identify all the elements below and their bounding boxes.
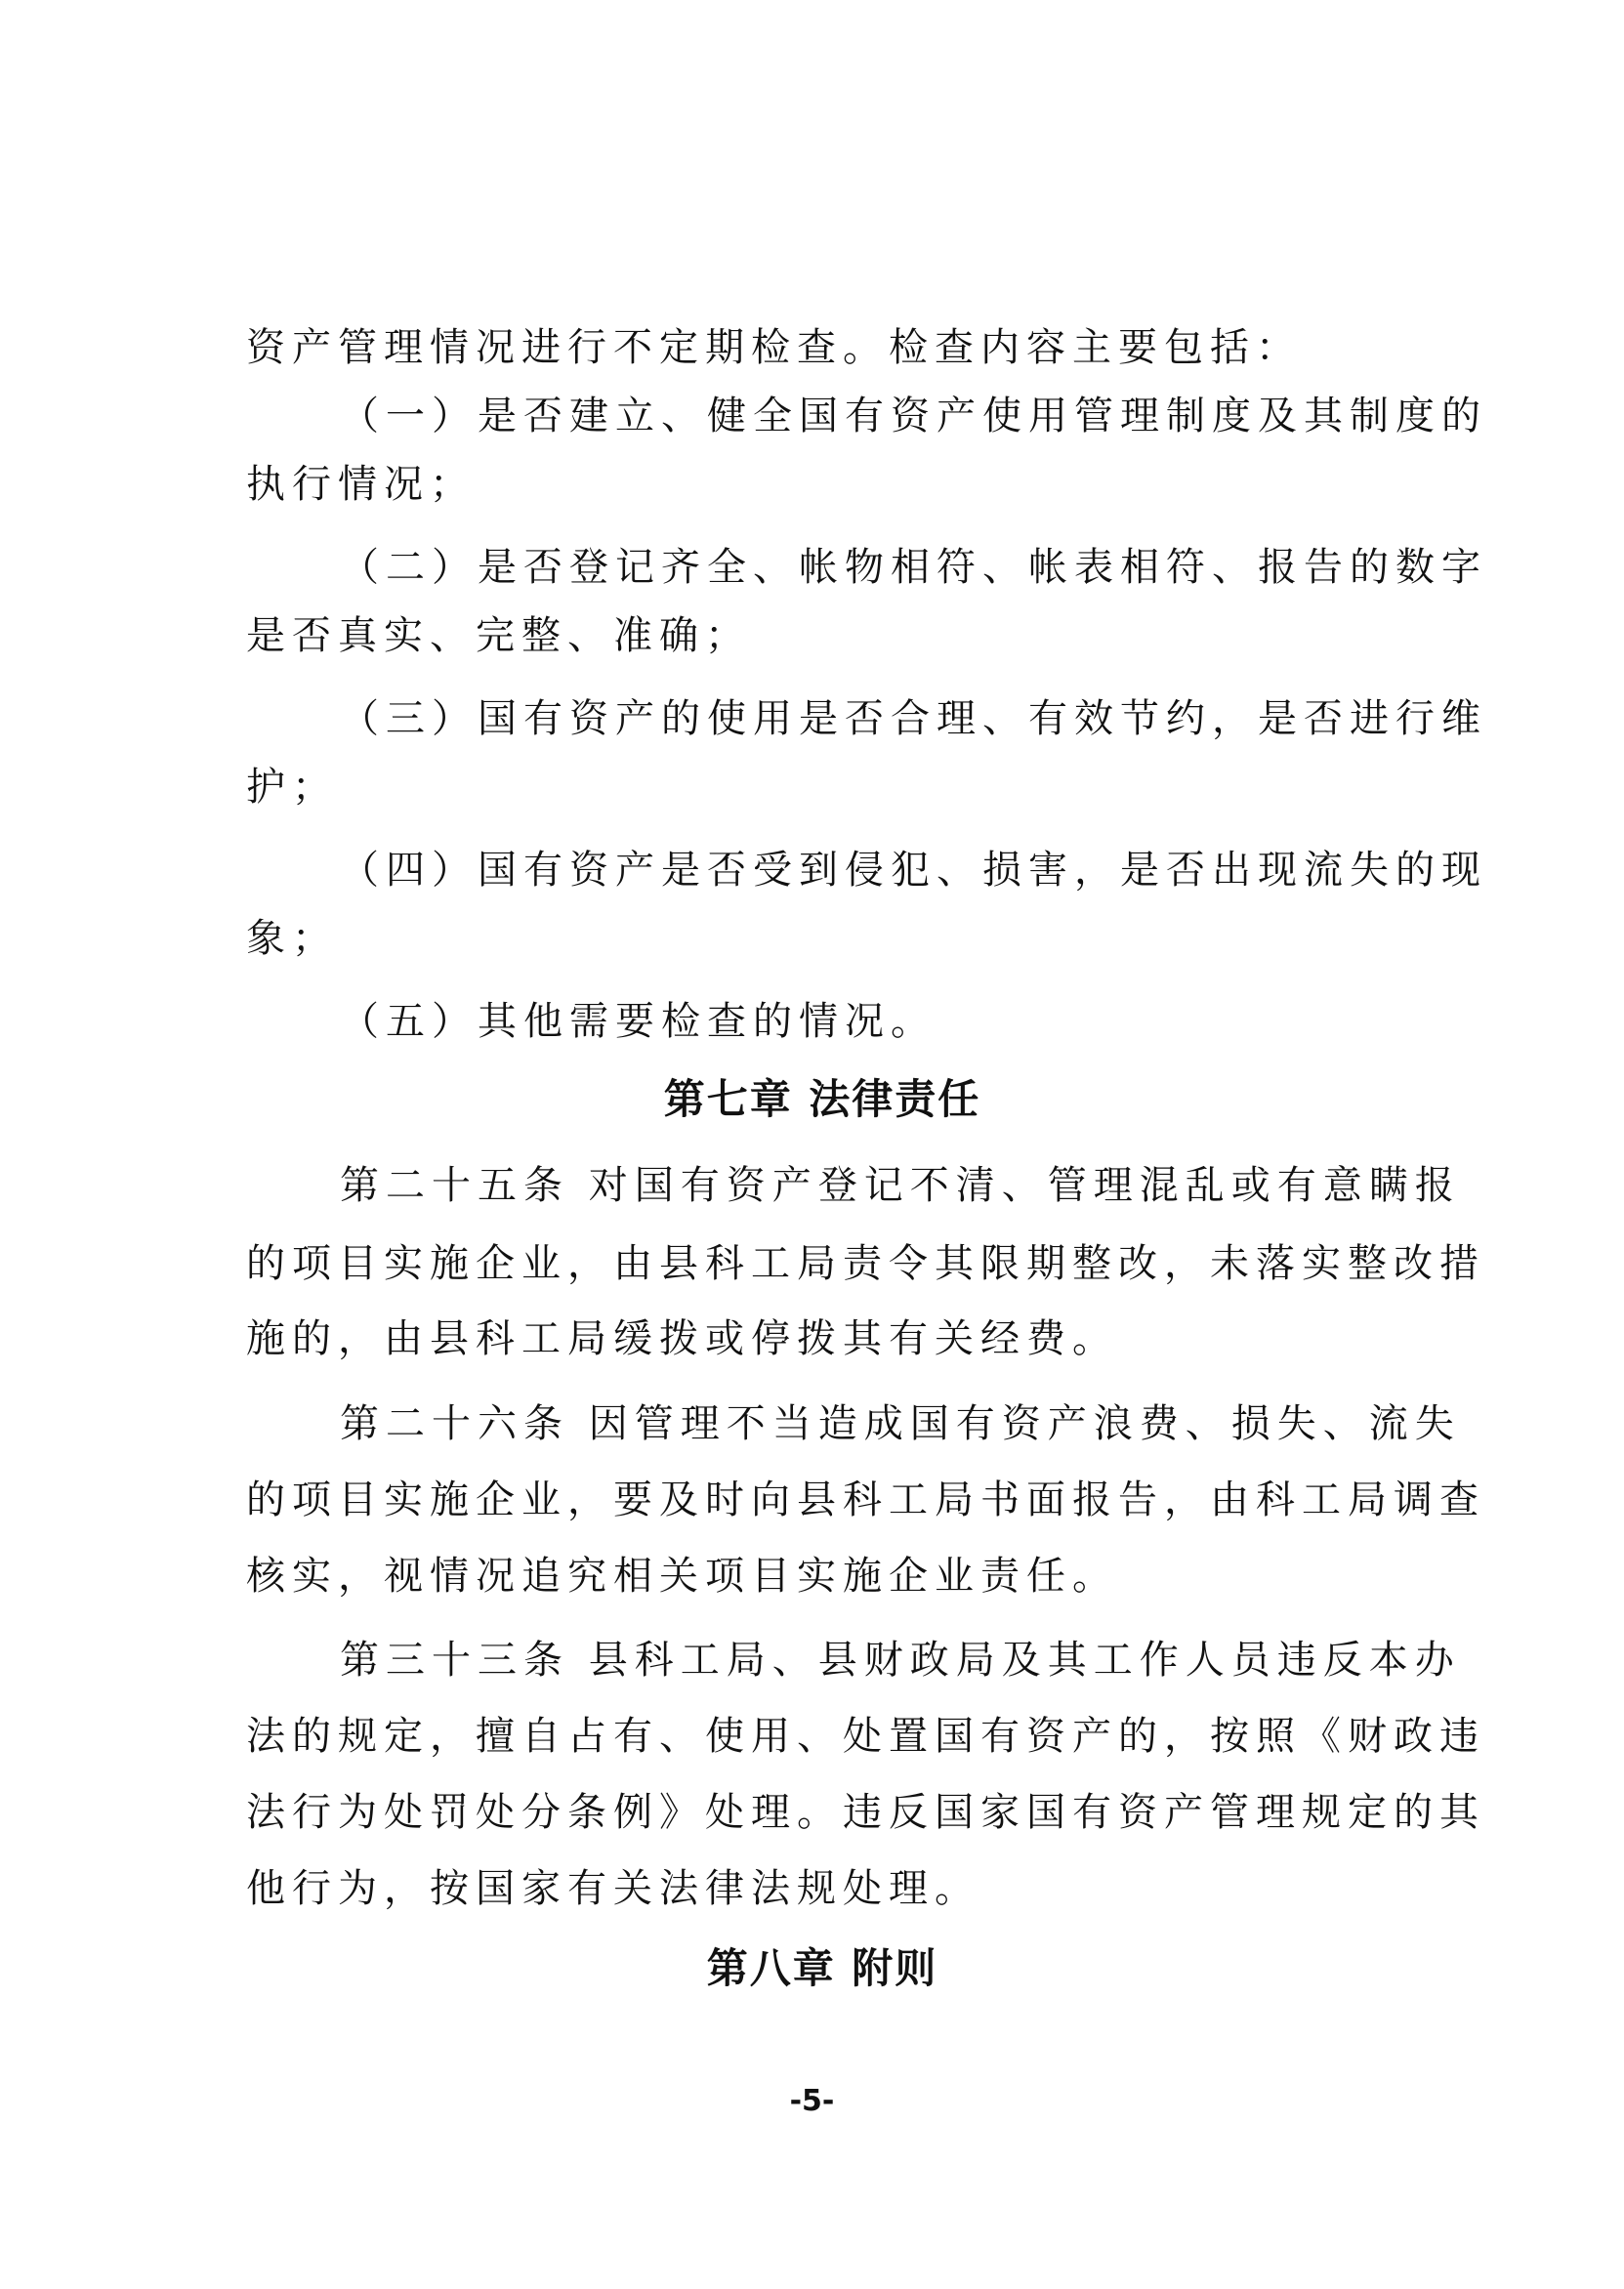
article-26-line-1: 第二十六条 因管理不当造成国有资产浪费、损失、流失 <box>340 1401 1461 1446</box>
list-item-2-line-1: （二）是否登记齐全、帐物相符、帐表相符、报告的数字 <box>340 545 1487 590</box>
article-25-line-2: 的项目实施企业，由县科工局责令其限期整改，未落实整改措 <box>246 1241 1485 1286</box>
list-item-3-line-1: （三）国有资产的使用是否合理、有效节约，是否进行维 <box>340 696 1487 741</box>
list-item-1-line-2: 执行情况； <box>246 462 476 507</box>
page-number: -5- <box>789 2084 835 2118</box>
list-item-4-line-1: （四）国有资产是否受到侵犯、损害，是否出现流失的现 <box>340 848 1487 893</box>
article-33-line-4: 他行为，按国家有关法律法规处理。 <box>246 1866 980 1911</box>
article-26-line-2: 的项目实施企业，要及时向县科工局书面报告，由科工局调查 <box>246 1477 1485 1522</box>
text-line-1: 资产管理情况进行不定期检查。检查内容主要包括： <box>246 325 1302 370</box>
article-26-line-3: 核实，视情况追究相关项目实施企业责任。 <box>246 1554 1118 1599</box>
article-25-line-1: 第二十五条 对国有资产登记不清、管理混乱或有意瞒报 <box>340 1163 1461 1208</box>
list-item-5-line-1: （五）其他需要检查的情况。 <box>340 999 937 1044</box>
article-33-line-2: 法的规定，擅自占有、使用、处置国有资产的，按照《财政违 <box>246 1714 1485 1759</box>
list-item-3-line-2: 护； <box>246 765 338 810</box>
list-item-4-line-2: 象； <box>246 916 338 961</box>
article-33-line-1: 第三十三条 县科工局、县财政局及其工作人员违反本办 <box>340 1638 1461 1683</box>
list-item-2-line-2: 是否真实、完整、准确； <box>246 613 751 658</box>
chapter-8-heading: 第八章 附则 <box>706 1944 938 1992</box>
chapter-7-heading: 第七章 法律责任 <box>663 1075 981 1123</box>
article-25-line-3: 施的，由县科工局缓拨或停拨其有关经费。 <box>246 1316 1118 1361</box>
list-item-1-line-1: （一）是否建立、健全国有资产使用管理制度及其制度的 <box>340 394 1487 438</box>
article-33-line-3: 法行为处罚处分条例》处理。违反国家国有资产管理规定的其 <box>246 1790 1485 1835</box>
